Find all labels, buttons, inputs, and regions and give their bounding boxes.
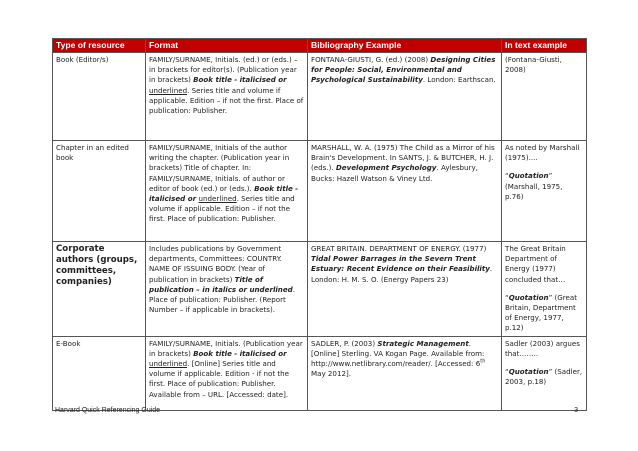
emphasis-text: Strategic Management (377, 338, 469, 348)
cell-text: FAMILY/SURNAME, Initials of the author writing the chapter. (Publication year in brackets) Title of chapter. In: FAMILY/SURNAME, Initials. of author or editor of book (ed.) or (eds.). (149, 143, 290, 193)
intext-cell (502, 53, 587, 141)
cell-text: May 2012]. (311, 369, 351, 379)
intext-cell (502, 141, 587, 242)
emphasis-text: - italicised or (149, 183, 299, 204)
resource-type-cell: Chapter in an edited book (53, 141, 146, 242)
underlined-text: underlined (198, 194, 237, 204)
cell-text: FAMILY/SURNAME, Initials. (ed.) or (eds.) – in brackets for editor(s). (Publication year in brackets) (149, 55, 298, 85)
bibliography-cell (308, 53, 502, 141)
intext-cell (502, 242, 587, 337)
cell-text: FONTANA-GIUSTI, G. (ed.) (2008) (311, 55, 431, 64)
cell-text: ” (Sadler, 2003, p.18) (505, 367, 583, 387)
column-header-bibliography: Bibliography Example (308, 39, 502, 53)
emphasis-text: Quotation (508, 171, 549, 181)
emphasis-text: Title of publication – in italics or underlined (149, 274, 293, 294)
format-cell (146, 53, 308, 141)
emphasis-text: Designing Cities for People: Social, Environmental and Psychological Sustainability (311, 55, 496, 85)
intext-cell (502, 336, 587, 410)
emphasis-text: - italicised or (234, 75, 287, 85)
cell-text: As noted by Marshall (1975).... (505, 143, 580, 163)
bibliography-cell (308, 336, 502, 410)
table-row-corporate-authors (53, 242, 587, 337)
resource-type-cell: E-Book (53, 336, 146, 410)
cell-text: “ (505, 292, 509, 302)
paragraph-gap (505, 359, 583, 367)
paragraph-gap (505, 285, 583, 293)
superscript-text: th (480, 358, 486, 365)
paragraph-gap (505, 163, 583, 171)
resource-type-cell: Book (Editor/s) (53, 53, 146, 141)
bibliography-cell (308, 141, 502, 242)
footer-page-number: 3 (574, 407, 578, 414)
referencing-table (52, 38, 587, 411)
underlined-text: underlined (149, 359, 188, 369)
cell-text: . London: Earthscan. (422, 75, 496, 85)
cell-text: “ (505, 367, 509, 377)
table-row-chapter-edited-book (53, 141, 587, 242)
cell-text: MARSHALL, W. A. (1975) The Child as a Mirror of his Brain's Development. In SANTS, J. & BUTCHER, H. J. (eds.). (311, 143, 495, 173)
format-cell (146, 336, 308, 410)
cell-text: . [Online] Series title and volume if applicable. Edition - if not the first. Place of publication: Publisher. Available from – URL. [Accessed: date]. (149, 359, 289, 399)
emphasis-text: - italicised or (234, 348, 287, 358)
resource-type-cell: Corporate authors (groups, committees, companies) (53, 242, 146, 337)
cell-text: Sadler (2003) argues that…….. (505, 338, 580, 358)
cell-text: “ (505, 171, 509, 181)
cell-text: . London: H. M. S. O. (Energy Papers 23) (311, 264, 493, 284)
table-row-book-editor (53, 53, 587, 141)
cell-text: . Aylesbury, Bucks: Hazell Watson & Viney Ltd. (311, 163, 478, 183)
table-header-row (53, 39, 587, 53)
cell-text: The Great Britain Department of Energy (1977) concluded that… (505, 244, 566, 284)
cell-text: FAMILY/SURNAME, Initials. (Publication year in brackets) (149, 338, 303, 358)
emphasis-text: Quotation (508, 292, 549, 302)
cell-text: Includes publications by Government departments, Committees: COUNTRY. NAME OF ISSUING BODY. (Year of publication in brackets) (149, 244, 282, 284)
format-cell (146, 242, 308, 337)
underlined-text: underlined (149, 85, 188, 95)
emphasis-text: Book title (193, 75, 232, 85)
cell-text: . Place of publication: Publisher. (Report Number – if applicable in brackets). (149, 284, 296, 315)
table-row-e-book (53, 336, 587, 410)
bibliography-cell (308, 242, 502, 337)
emphasis-text: Development Psychology (335, 163, 437, 173)
column-header-format: Format (146, 39, 308, 53)
cell-text: . [Online] Sterling. VA Kogan Page. Available from: http://www.netlibrary.com/reader/. [Accessed: 6 (311, 338, 485, 369)
cell-text: ” (Marshall, 1975, p.76) (505, 171, 563, 201)
format-cell (146, 141, 308, 242)
column-header-type: Type of resource (53, 39, 146, 53)
emphasis-text: Book title (254, 183, 293, 193)
cell-text: GREAT BRITAIN. DEPARTMENT OF ENERGY. (1977) (311, 244, 487, 253)
footer-guide-title: Harvard Quick Referencing Guide (55, 407, 161, 414)
cell-text: ” (Great Britain, Department of Energy, 1977, p.12) (505, 292, 578, 333)
cell-text: SADLER, P. (2003) (311, 338, 378, 348)
column-header-intext: In text example (502, 39, 587, 53)
page-footer (55, 407, 578, 414)
emphasis-text: Tidal Power Barrages in the Severn Trent Estuary: Recent Evidence on their Feasibility (311, 254, 490, 274)
cell-text: (Fontana-Giusti, 2008) (505, 55, 562, 75)
emphasis-text: Book title (193, 348, 232, 358)
cell-text: . Series title and volume if applicable. Edition – if not the first. Place of publication: Publisher. (149, 194, 295, 224)
emphasis-text: Quotation (508, 367, 549, 377)
cell-text: . Series title and volume if applicable. Edition – if not the first. Place of publication: Publisher. (149, 85, 304, 116)
